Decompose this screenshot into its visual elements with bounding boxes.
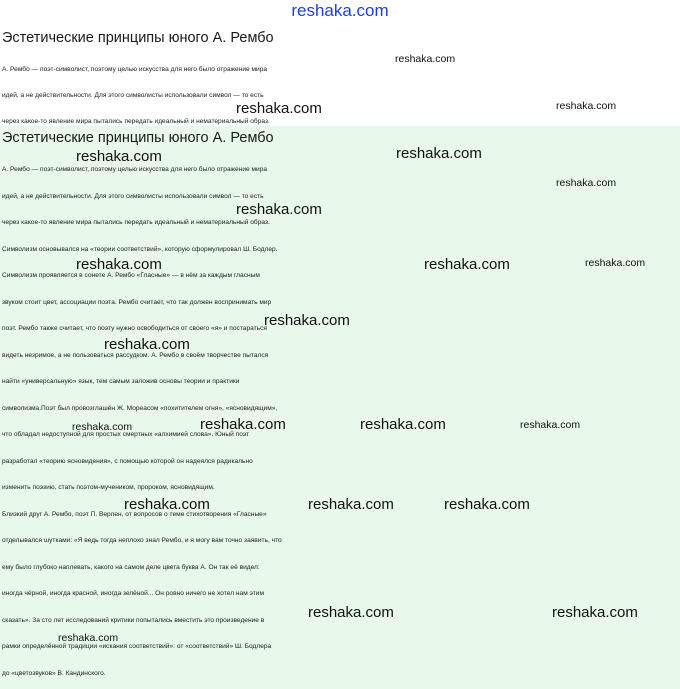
preview-line: А. Рембо — поэт-символист, поэтому целью искусства для него было отражение мира	[2, 66, 268, 73]
article-line: А. Рембо — поэт-символист, поэтому целью искусства для него было отражение мира	[2, 166, 268, 173]
article-body	[2, 157, 678, 687]
article-line: иногда чёрной, иногда красной, иногда зелёной... Он ровно ничего не хотел нам этим	[2, 590, 265, 597]
watermark: reshaka.com	[396, 145, 482, 162]
watermark: reshaka.com	[200, 416, 286, 433]
watermark: reshaka.com	[104, 336, 190, 353]
article-line: Символизм проявляется в сонете А. Рембо «Гласные» — в нём за каждым гласным	[2, 272, 260, 279]
preview-line: идей, а не действительности. Для этого символисты использовали символ — то есть	[2, 92, 264, 99]
watermark: reshaka.com	[556, 177, 617, 189]
preview-text	[2, 57, 678, 126]
watermark: reshaka.com	[395, 53, 456, 65]
article-line: изменить поэзию, стать поэтом-мучеником, пророком, ясновидящим.	[2, 484, 215, 491]
article-line: Близкий друг А. Рембо, поэт П. Верлен, от вопросов о теме стихотворения «Гласные»	[2, 510, 267, 518]
preview-line: через какое-то явление мира пытались передать идеальный и нематериальный образ.	[2, 118, 270, 125]
article-line: Символизм основывался на «теории соответствий», которую сформулировал Ш. Бодлер.	[2, 245, 278, 253]
preview-title: Эстетические принципы юного А. Рембо	[2, 30, 274, 46]
article-line: отделывался шутками: «Я ведь тогда неплохо знал Рембо, и я могу вам точно заявить, что	[2, 537, 282, 544]
article-line: видеть незримое, а не пользоваться рассудком. А. Рембо в своём творчестве пытался	[2, 351, 269, 359]
article-line: звуком стоит цвет, ассоциации поэта. Рембо считает, что так должен воспринимать мир	[2, 298, 272, 306]
watermark: reshaka.com	[308, 496, 394, 513]
watermark: reshaka.com	[236, 100, 322, 117]
watermark: reshaka.com	[76, 256, 162, 273]
watermark: reshaka.com	[556, 100, 617, 112]
article-line: ему было глубоко наплевать, какого на самом деле цвета буква А. Он так её видел:	[2, 563, 260, 571]
article-paragraph	[2, 502, 678, 688]
article-line: разработал «теорию ясновидения», с помощью которой он надеялся радикально	[2, 457, 253, 465]
article-line: через какое-то явление мира пытались передать идеальный и нематериальный образ.	[2, 219, 270, 226]
article-block	[0, 126, 680, 689]
article-line: что обладал недоступной для простых смертных «алхимией слова». Юный поэт	[2, 431, 250, 438]
watermark: reshaka.com	[308, 604, 394, 621]
site-header	[0, 0, 680, 26]
article-paragraph	[2, 157, 678, 502]
article-line: идей, а не действительности. Для этого символисты использовали символ — то есть	[2, 192, 264, 200]
watermark: reshaka.com	[424, 256, 510, 273]
watermark: reshaka.com	[264, 312, 350, 329]
article-line: до «цветозвуков» В. Кандинского.	[2, 669, 106, 677]
watermark: reshaka.com	[72, 421, 133, 433]
article-line: символизма.Поэт был провозглашён Ж. Мореасом «похитителем огня», «ясновидящим»,	[2, 404, 278, 412]
preview-block	[0, 26, 680, 126]
article-line: рамки определённой традиции «искания соответствий»: от «соответствий» Ш. Бодлера	[2, 643, 272, 650]
article-line: поэт. Рембо также считает, что поэту нужно освободиться от своего «я» и постараться	[2, 325, 267, 332]
article-title: Эстетические принципы юного А. Рембо	[2, 130, 274, 146]
watermark: reshaka.com	[520, 419, 581, 431]
article-line: найти «универсальную» язык, тем самым заложив основы теории и практики	[2, 378, 240, 385]
watermark: reshaka.com	[236, 201, 322, 218]
watermark: reshaka.com	[58, 632, 119, 644]
article-line: сказать». За сто лет исследований критики попытались вместить это произведение в	[2, 616, 265, 624]
watermark: reshaka.com	[124, 496, 210, 513]
site-logo-link[interactable]: reshaka.com	[291, 1, 389, 20]
watermark: reshaka.com	[585, 257, 646, 269]
watermark: reshaka.com	[76, 148, 162, 165]
watermark: reshaka.com	[360, 416, 446, 433]
watermark: reshaka.com	[552, 604, 638, 621]
watermark: reshaka.com	[444, 496, 530, 513]
